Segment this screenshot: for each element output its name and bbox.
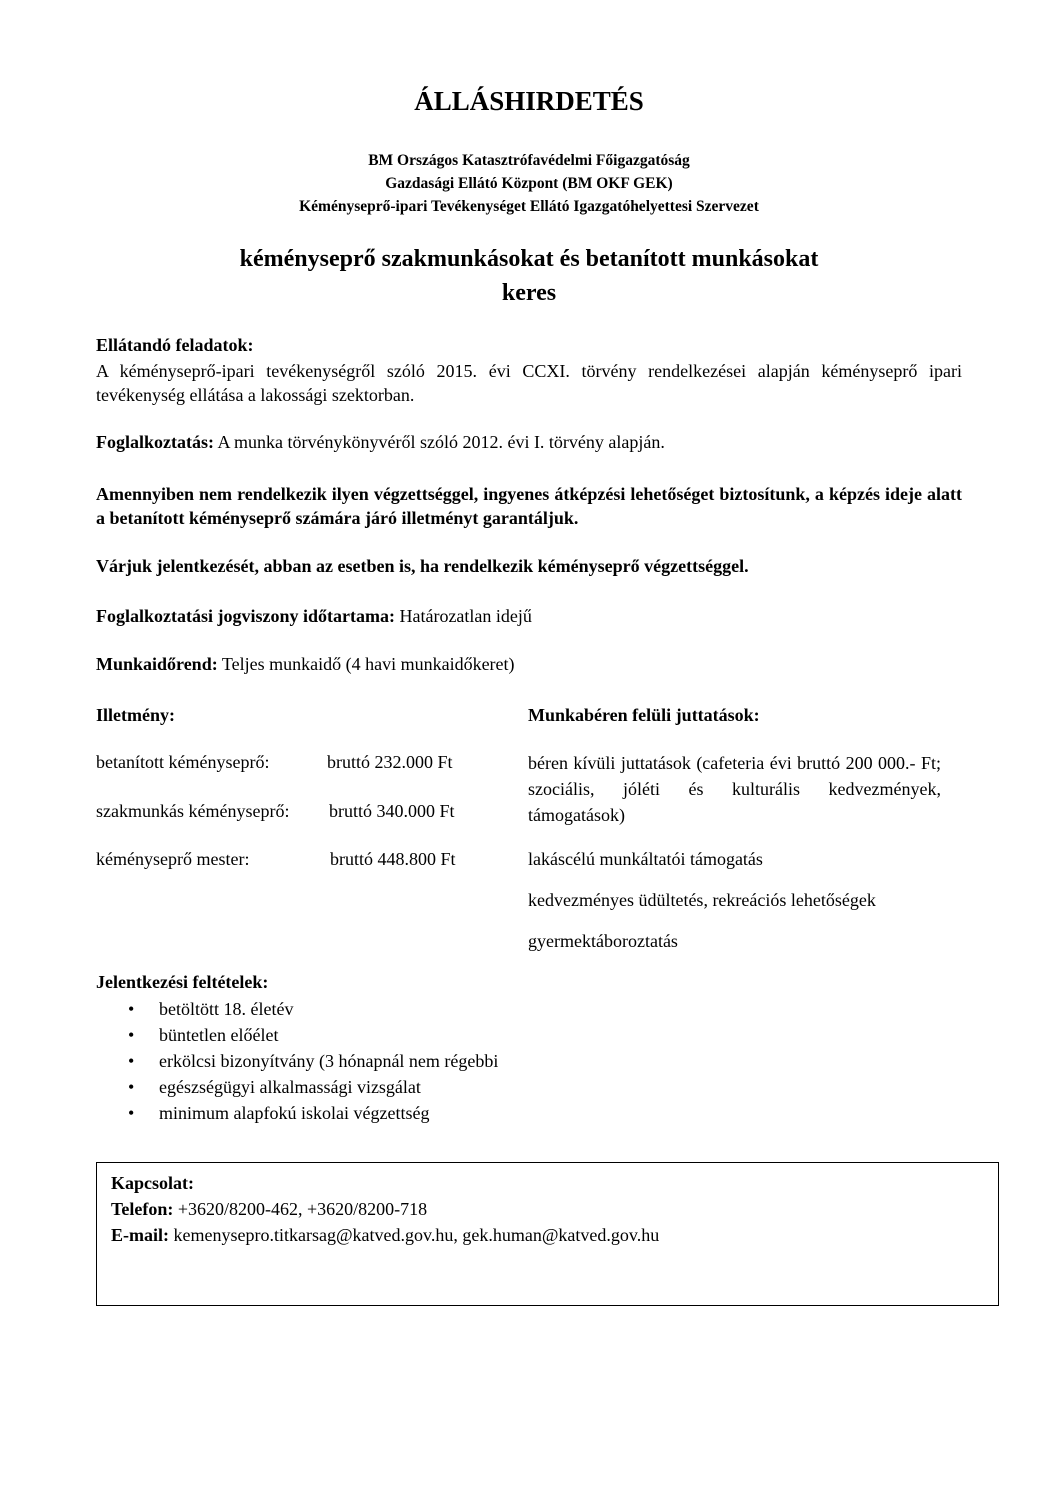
contact-box xyxy=(96,1162,999,1306)
salary-amount: bruttó 448.800 Ft xyxy=(330,849,456,869)
headline-line-1: kéményseprő szakmunkásokat és betanított munkásokat xyxy=(239,246,819,272)
duration-text: Határozatlan idejű xyxy=(394,606,532,626)
duration-row xyxy=(96,605,532,627)
benefit-item: béren kívüli juttatások (cafeteria évi bruttó 200 000.- Ft; szociális, jóléti és kulturális kedvezmények, támogatások) xyxy=(528,753,941,825)
bullet-icon: • xyxy=(128,1103,135,1123)
salary-amount: bruttó 340.000 Ft xyxy=(329,801,455,821)
benefit-item: kedvezményes üdültetés, rekreációs lehetőségek xyxy=(528,890,876,910)
headline-line-2: keres xyxy=(501,280,557,306)
requirements-heading: Jelentkezési feltételek: xyxy=(96,972,269,992)
contact-heading: Kapcsolat: xyxy=(111,1173,194,1193)
employment-text: A munka törvénykönyvéről szóló 2012. évi I. törvény alapján. xyxy=(213,432,665,452)
bullet-icon: • xyxy=(128,1077,135,1097)
salary-row xyxy=(96,751,269,773)
list-item xyxy=(125,1074,498,1100)
salary-amount: bruttó 232.000 Ft xyxy=(327,752,453,772)
salary-row xyxy=(96,848,249,870)
employment-row xyxy=(96,431,665,453)
salary-position: szakmunkás kéményseprő: xyxy=(96,801,290,821)
organization-line-2: Gazdasági Ellátó Központ (BM OKF GEK) xyxy=(385,175,673,192)
tasks-text: A kéményseprő-ipari tevékenységről szóló 2015. évi CCXI. törvény rendelkezései alapján kéményseprő ipari tevékenység ellátása a lakossági szektorban. xyxy=(96,361,962,405)
email-label: E-mail: xyxy=(111,1225,169,1245)
salary-position: kéményseprő mester: xyxy=(96,849,250,869)
bullet-icon: • xyxy=(128,999,135,1019)
organization-line-3: Kéményseprő-ipari Tevékenységet Ellátó Igazgatóhelyettesi Szervezet xyxy=(299,198,759,215)
working-hours-label: Munkaidőrend: xyxy=(96,654,218,674)
list-item xyxy=(125,1048,498,1074)
requirements-list xyxy=(125,996,498,1126)
salary-row xyxy=(96,800,289,822)
list-item xyxy=(125,1022,498,1048)
document-title: ÁLLÁSHIRDETÉS xyxy=(414,86,644,116)
benefit-item: lakáscélú munkáltatói támogatás xyxy=(528,849,763,869)
benefits-heading: Munkabéren felüli juttatások: xyxy=(528,705,760,725)
list-item xyxy=(125,1100,498,1126)
requirement-text: büntetlen előélet xyxy=(159,1025,279,1045)
employment-label: Foglalkoztatás: xyxy=(96,432,214,452)
salary-position: betanított kéményseprő: xyxy=(96,752,270,772)
organization-line-1: BM Országos Katasztrófavédelmi Főigazgatóság xyxy=(368,152,690,169)
list-item xyxy=(125,996,498,1022)
working-hours-row xyxy=(96,653,515,675)
contact-email-row xyxy=(111,1225,659,1246)
benefit-item: gyermektáboroztatás xyxy=(528,931,678,951)
tasks-heading: Ellátandó feladatok: xyxy=(96,335,254,355)
invitation-text: Várjuk jelentkezését, abban az esetben is, ha rendelkezik kéményseprő végzettséggel. xyxy=(96,556,749,576)
requirement-text: erkölcsi bizonyítvány (3 hónapnál nem régebbi xyxy=(159,1051,499,1071)
requirement-text: minimum alapfokú iskolai végzettség xyxy=(159,1103,430,1123)
duration-label: Foglalkoztatási jogviszony időtartama: xyxy=(96,606,395,626)
bullet-icon: • xyxy=(128,1051,135,1071)
requirement-text: egészségügyi alkalmassági vizsgálat xyxy=(159,1077,421,1097)
retraining-notice: Amennyiben nem rendelkezik ilyen végzettséggel, ingyenes átképzési lehetőséget biztosítunk, a képzés ideje alatt a betanított kéményseprő számára járó illetményt garantáljuk. xyxy=(96,484,962,528)
email-addresses: kemenysepro.titkarsag@katved.gov.hu, gek.human@katved.gov.hu xyxy=(169,1225,660,1245)
salary-heading: Illetmény: xyxy=(96,705,175,725)
contact-phone-row xyxy=(111,1199,427,1220)
phone-label: Telefon: xyxy=(111,1199,174,1219)
bullet-icon: • xyxy=(128,1025,135,1045)
requirement-text: betöltött 18. életév xyxy=(159,999,294,1019)
phone-numbers: +3620/8200-462, +3620/8200-718 xyxy=(173,1199,428,1219)
working-hours-text: Teljes munkaidő (4 havi munkaidőkeret) xyxy=(217,654,515,674)
